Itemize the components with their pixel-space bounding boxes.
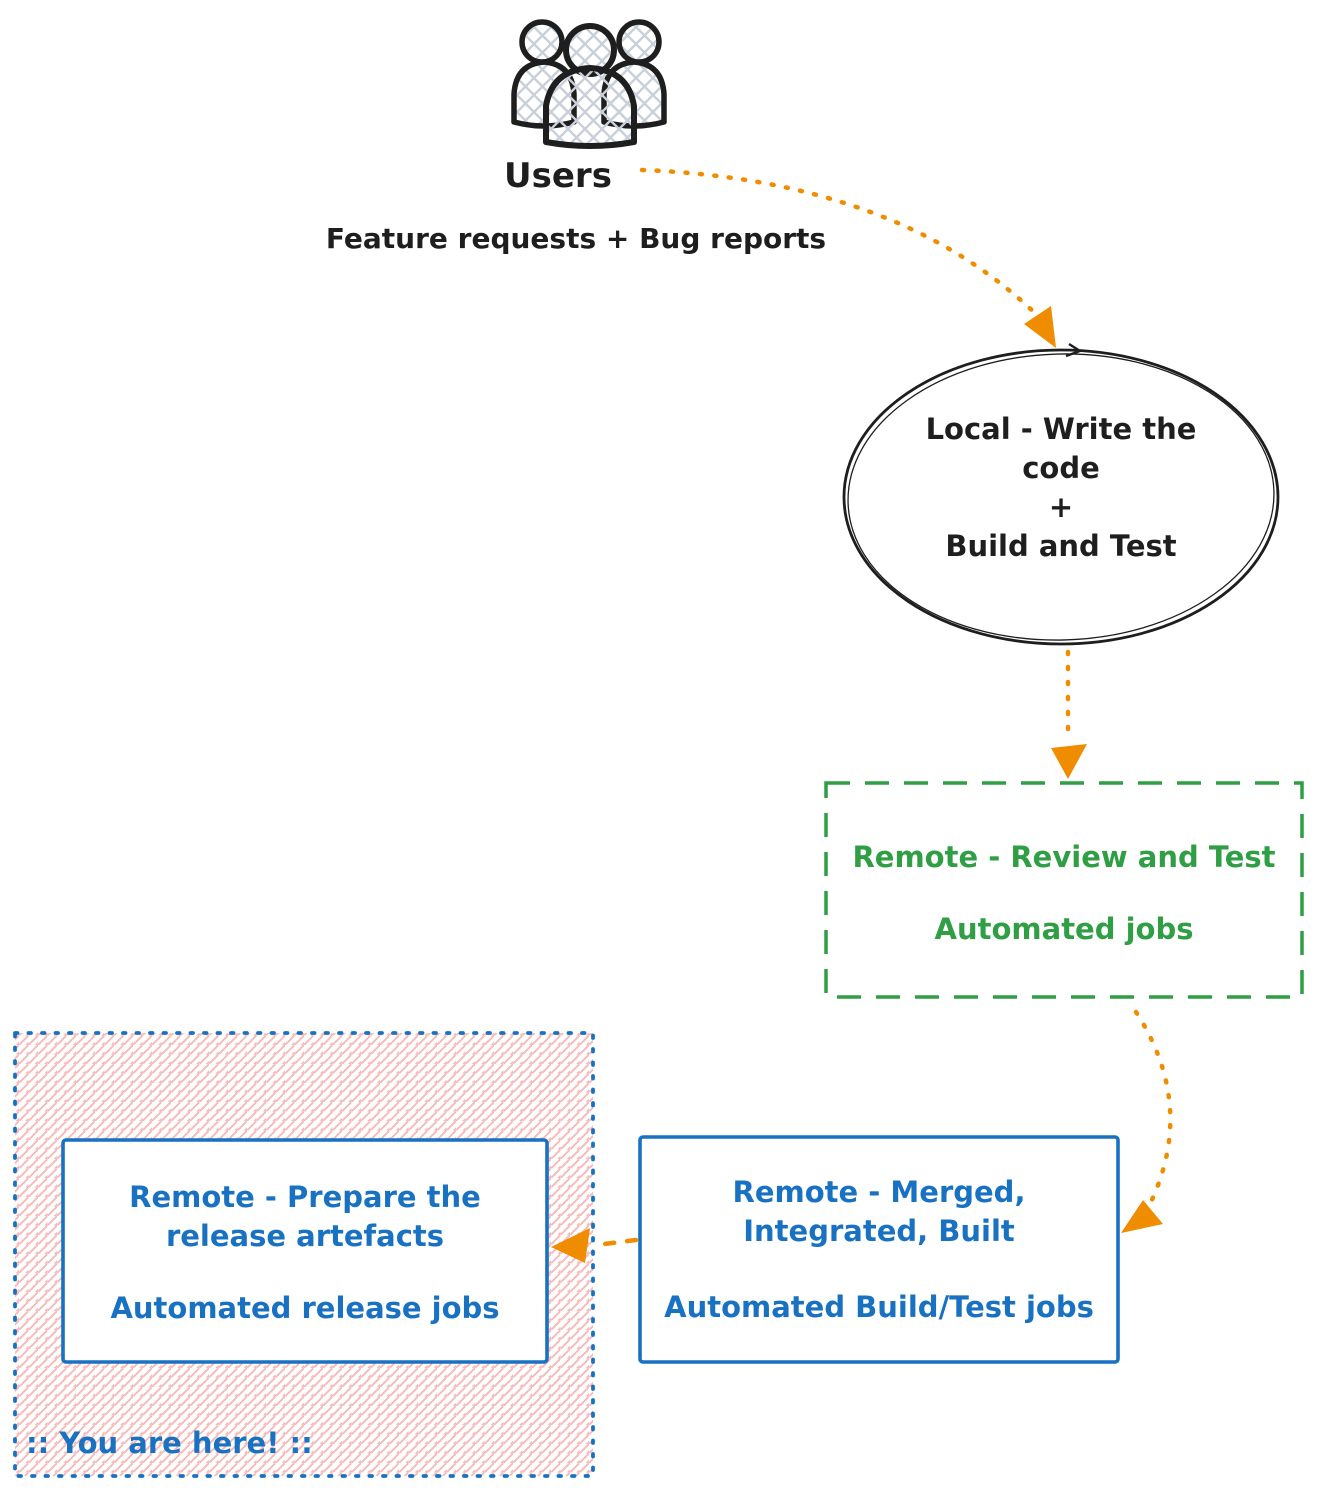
local-node-line-3: +	[1048, 490, 1074, 524]
review-node-title: Remote - Review and Test	[852, 840, 1276, 874]
review-node-subtitle: Automated jobs	[934, 912, 1194, 946]
release-node-title-line-2: release artefacts	[165, 1219, 445, 1253]
local-node-line-4: Build and Test	[945, 529, 1177, 563]
merged-node-title-line-1: Remote - Merged,	[732, 1175, 1026, 1209]
local-node-text	[861, 410, 1261, 566]
arrow-local-to-review-arrowhead	[1051, 744, 1087, 779]
release-node-title	[63, 1178, 547, 1256]
users-label: Users	[504, 156, 612, 196]
users-group-icon	[514, 22, 664, 146]
arrow-review-to-merged-arrowhead	[1121, 1200, 1163, 1233]
you-are-here-label: :: You are here! ::	[26, 1426, 313, 1460]
review-node-shape	[826, 783, 1302, 997]
users-caption: Feature requests + Bug reports	[325, 222, 827, 255]
release-node-subtitle: Automated release jobs	[110, 1291, 500, 1325]
local-node-line-2: code	[1022, 451, 1100, 485]
arrow-users-to-local-arrowhead	[1024, 306, 1056, 348]
release-node-title-line-1: Remote - Prepare the	[129, 1180, 481, 1214]
local-node-line-1: Local - Write the	[925, 412, 1197, 446]
merged-node-title	[640, 1173, 1118, 1251]
merged-node-title-line-2: Integrated, Built	[743, 1214, 1015, 1248]
arrow-merged-to-release	[596, 1240, 636, 1245]
arrow-review-to-merged	[1136, 1012, 1170, 1208]
merged-node-subtitle: Automated Build/Test jobs	[664, 1290, 1094, 1324]
